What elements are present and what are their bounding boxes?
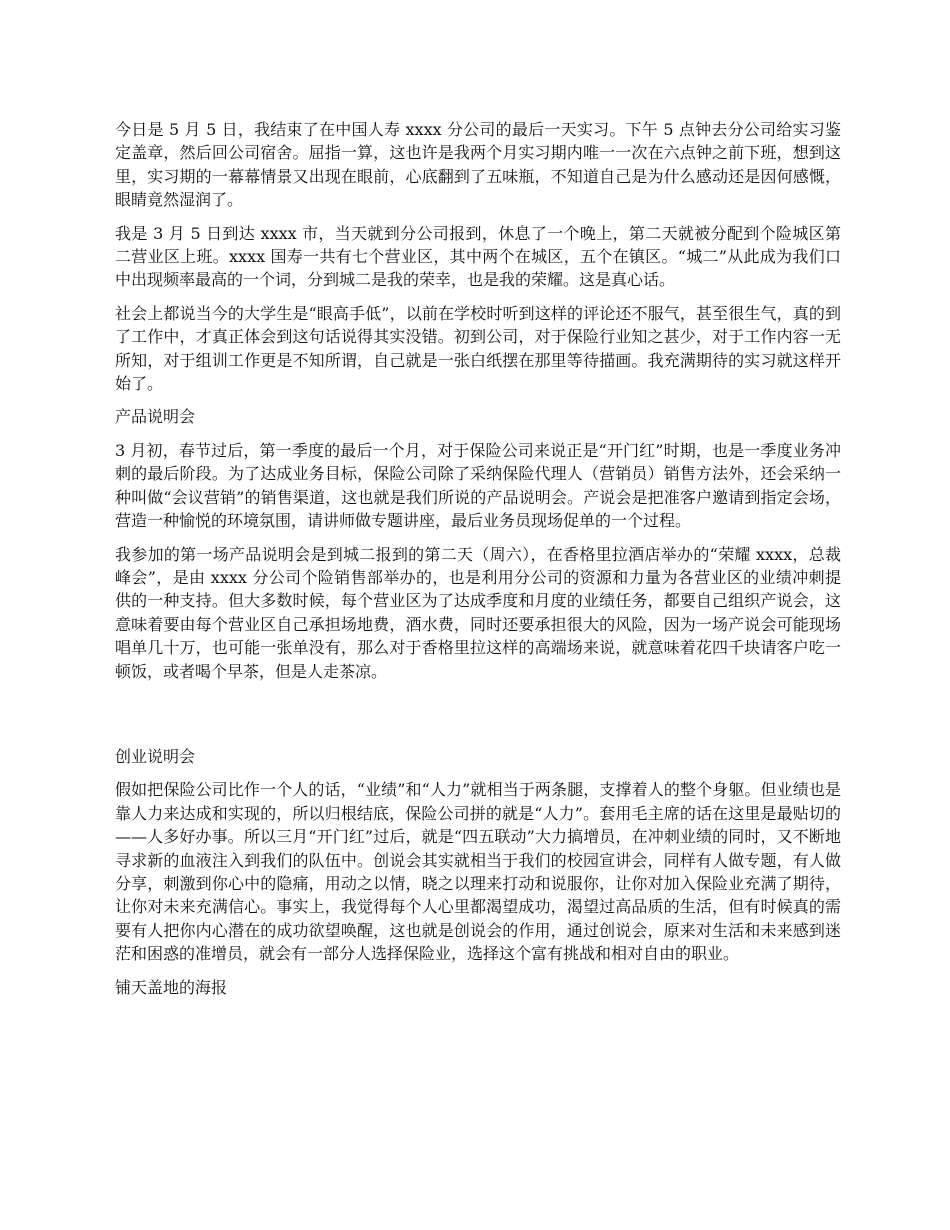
- paragraph-internship-end: 今日是 5 月 5 日，我结束了在中国人寿 xxxx 分公司的最后一天实习。下午 5 点钟去分公司给实习鉴定盖章，然后回公司宿舍。屈指一算，这也许是我两个月实习期内唯一一次在六点钟之前下班，想到这里，实习期的一幕幕情景又出现在眼前，心底翻到了五味瓶，不知道自己是为什么感动还是因何感慨，眼睛竟然湿润了。: [115, 120, 841, 210]
- paragraph-career-seminar: 假如把保险公司比作一个人的话，“业绩”和“人力”就相当于两条腿，支撑着人的整个身躯。但业绩也是靠人力来达成和实现的，所以归根结底，保险公司拼的就是“人力”。套用毛主席的话在这里是最贴切的——人多好办事。所以三月“开门红”过后，就是“四五联动”大力搞增员，在冲刺业绩的同时，又不断地寻求新的血液注入到我们的队伍中。创说会其实就相当于我们的校园宣讲会，同样有人做专题，有人做分享，刺激到你心中的隐痛，用动之以情，晓之以理来打动和说服你，让你对加入保险业充满了期待，让你对未来充满信心。事实上，我觉得每个人心里都渴望成功，渴望过高品质的生活，但有时候真的需要有人把你内心潜在的成功欲望唤醒，这也就是创说会的作用，通过创说会，原来对生活和未来感到迷茫和困惑的准增员，就会有一部分人选择保险业，选择这个富有挑战和相对自由的职业。: [115, 780, 841, 964]
- section-heading-product-seminar: 产品说明会: [115, 407, 196, 427]
- paragraph-product-seminar-intro: 3 月初，春节过后，第一季度的最后一个月，对于保险公司来说正是“开门红”时期，也是一季度业务冲刺的最后阶段。为了达成业务目标，保险公司除了采纳保险代理人（营销员）销售方法外，还会采纳一种叫做“会议营销”的销售渠道，这也就是我们所说的产品说明会。产说会是把准客户邀请到指定会场，营造一种愉悦的环境氛围，请讲师做专题讲座，最后业务员现场促单的一个过程。: [115, 440, 841, 531]
- paragraph-first-impression: 社会上都说当今的大学生是“眼高手低”，以前在学校时听到这样的评论还不服气，甚至很生气，真的到了工作中，才真正体会到这句话说得其实没错。初到公司，对于保险行业知之甚少，对于工作内容一无所知，对于组训工作更是不知所谓，自己就是一张白纸摆在那里等待描画。我充满期待的实习就这样开始了。: [115, 303, 841, 394]
- section-spacer: [115, 693, 841, 745]
- section-heading-career-seminar: 创业说明会: [115, 746, 196, 766]
- paragraph-first-seminar: 我参加的第一场产品说明会是到城二报到的第二天（周六），在香格里拉酒店举办的“荣耀 xxxx，总裁峰会”，是由 xxxx 分公司个险销售部举办的，也是利用分公司的资源和力量为各营业区的业绩冲刺提供的一种支持。但大多数时候，每个营业区为了达成季度和月度的业绩任务，都要自己组织产说会，这意味着要由每个营业区自己承担场地费，酒水费，同时还要承担很大的风险，因为一场产说会可能现场唱单几十万，也可能一张单没有，那么对于香格里拉这样的高端场来说，就意味着花四千块请客户吃一顿饭，或者喝个早茶，但是人走茶凉。: [115, 544, 841, 681]
- document-body: [115, 118, 841, 1009]
- section-heading-posters: 铺天盖地的海报: [115, 977, 228, 997]
- paragraph-arrival: 我是 3 月 5 日到达 xxxx 市，当天就到分公司报到，休息了一个晚上，第二天就被分配到个险城区第二营业区上班。xxxx 国寿一共有七个营业区，其中两个在城区，五个在镇区。“城二”从此成为我们口中出现频率最高的一个词，分到城二是我的荣幸，也是我的荣耀。这是真心话。: [115, 223, 841, 290]
